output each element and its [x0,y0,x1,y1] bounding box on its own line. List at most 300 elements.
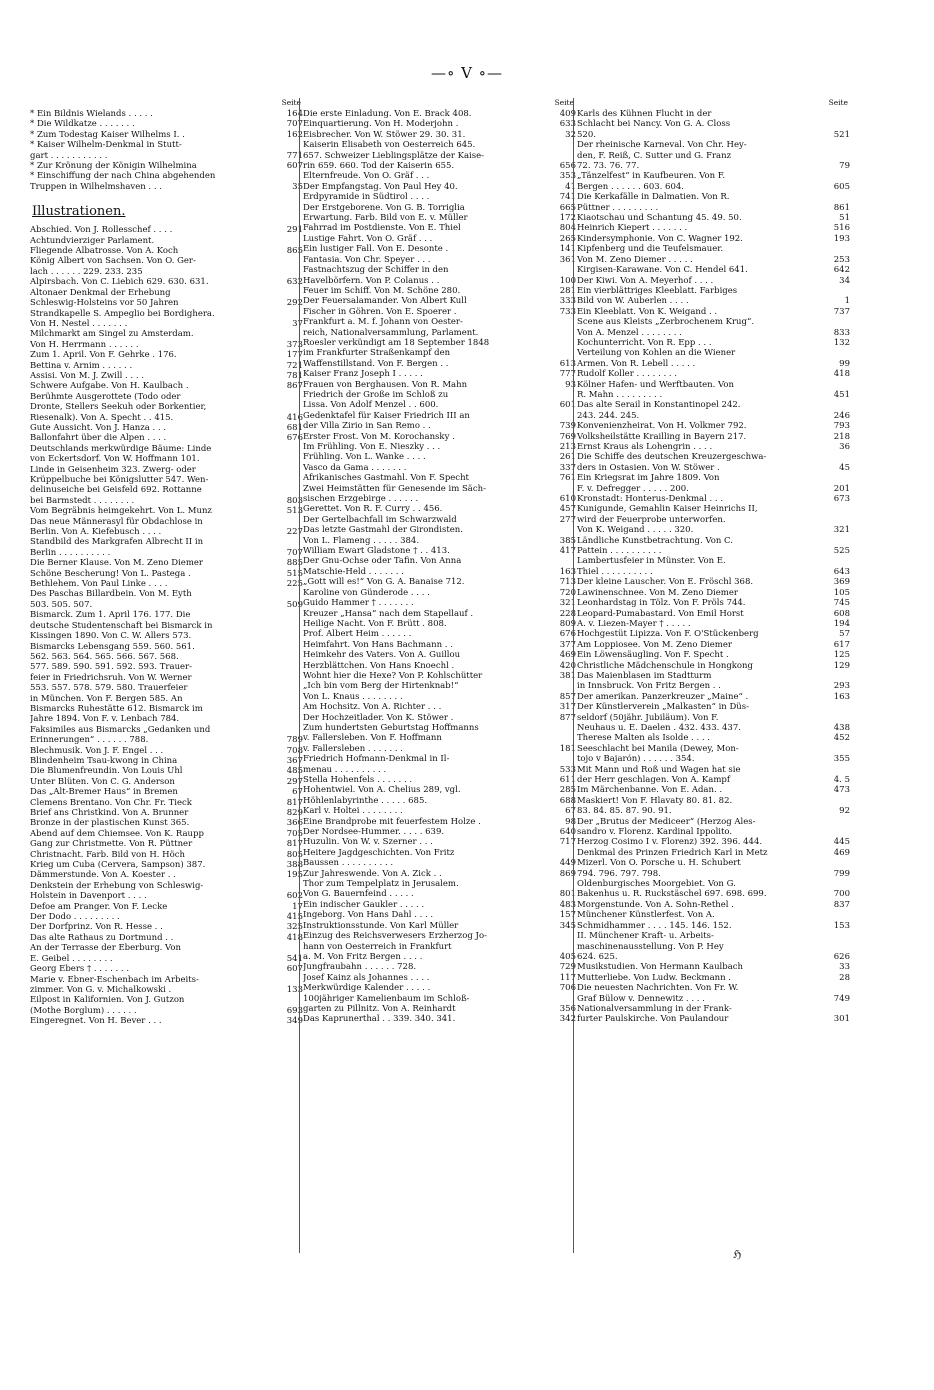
entry-title: Einquartierung. Von H. Moderjohn . [303,119,459,130]
index-entry [577,619,850,629]
entry-page: 164 [286,109,303,119]
index-entry [577,504,850,514]
entry-page: 693 [286,1005,303,1016]
index-entry [30,140,303,150]
entry-title: Die Kerkafälle in Dalmatien. Von R. [577,192,730,203]
entry-page: 877 [559,712,576,723]
entry-page: 325 [286,922,303,933]
entry-page: 45 [839,462,850,473]
index-entry [303,494,576,504]
entry-page: 739 [559,421,576,432]
entry-title: (Mothe Borglum) . . . . . . [30,1005,137,1016]
entry-title: 624. 625. [577,951,618,962]
entry-title: Der rheinische Karneval. Von Chr. Hey- [577,140,747,151]
entry-page: 37 [292,318,303,329]
index-entry [30,309,303,319]
index-entry [303,421,576,431]
entry-title: lach . . . . . . 229. 233. 235 [30,266,143,277]
entry-title: William Ewart Gladstone † . . 413. [303,546,450,557]
index-entry [30,506,303,516]
entry-title: Musikstudien. Von Hermann Kaulbach [577,962,744,973]
entry-page: 793 [833,421,850,432]
index-entry [30,517,303,527]
entry-title: Maskiert! Von F. Hlavaty 80. 81. 82. [577,795,733,806]
entry-page: 17 [292,901,303,912]
index-entry [577,317,850,327]
entry-page: 707 [286,547,303,558]
index-entry [30,319,303,329]
entry-title: Erwartung. Farb. Bild von E. v. Müller [303,213,468,224]
entry-title: Erinnerungen“ . . . . . . 788. [30,735,149,746]
entry-page: 509 [286,599,303,610]
entry-title: in München. Von F. Bergen 585. An [30,693,183,704]
entry-title: Die Berner Klause. Von M. Zeno Diemer [30,558,203,569]
entry-title: Von L. Flameng . . . . . 384. [303,535,420,546]
entry-page: 213 [559,442,576,452]
entry-title: zimmer. Von G. v. Michalkowski . [30,984,172,995]
entry-title: Heinrich Kiepert . . . . . . . [577,223,688,234]
entry-page: 409 [559,109,576,119]
index-entry [577,307,850,317]
entry-page: 385 [559,535,576,546]
entry-title: delinuseiche bei Geisfeld 692. Rottanne [30,485,202,496]
index-entry [303,661,576,671]
entry-title: Graf Bülow v. Dennewitz . . . . [577,993,705,1004]
index-entry [30,361,303,371]
index-entry [303,744,576,754]
entry-title: Des Paschas Billardbein. Von M. Eyth [30,589,192,600]
entry-title: Gerettet. Von R. F. Curry . . 456. [303,504,443,515]
index-entry [30,579,303,589]
entry-page: 418 [286,932,303,943]
entry-title: Volksheilstätte Krailling in Bayern 217. [577,431,747,442]
entry-page: 57 [839,629,850,640]
entry-title: Am Loppiosee. Von M. Zeno Diemer [577,639,732,650]
index-entry [303,900,576,910]
entry-title: II. Münchener Kraft- u. Arbeits- [577,931,714,942]
entry-page: 803 [286,495,303,506]
index-entry [303,348,576,358]
index-entry [303,879,576,889]
index-entry [303,515,576,525]
entry-title: maschinenausstellung. Von P. Hey [577,941,724,952]
index-entry [303,681,576,691]
entry-page: 717 [559,837,576,848]
entry-title: Das Kaprunerthal . . 339. 340. 341. [303,1014,456,1025]
entry-page: 353 [559,171,576,182]
entry-title: Schwere Aufgabe. Von H. Kaulbach . [30,381,189,392]
entry-title: Der Künstlerverein „Malkasten“ in Düs- [577,702,749,713]
index-entry [30,943,303,953]
entry-title: Fantasia. Von Chr. Speyer . . . [303,254,431,265]
entry-title: Berlin. Von A. Kiefebusch . . . . [30,527,162,538]
index-entry [30,766,303,776]
entry-title: Der Gnu-Ochse oder Tafin. Von Anna [303,556,462,567]
entry-page: 438 [833,722,850,733]
entry-page: 665 [559,202,576,213]
index-entry [30,589,303,599]
entry-page: 610 [559,494,576,505]
entry-page: 297 [286,776,303,787]
entry-title: Kölner Hafen- und Werftbauten. Von [577,379,734,390]
entry-title: Berühmte Ausgerottete (Todo oder [30,391,181,402]
index-entry [577,265,850,275]
entry-title: Frankfurt a. M. f. Johann von Oester- [303,317,463,328]
index-entry [577,161,850,171]
index-entry [577,484,850,494]
entry-page: 445 [833,837,850,848]
entry-title: Schleswig-Holsteins vor 50 Jahren [30,298,179,309]
index-entry [30,756,303,766]
entry-title: Im Frühling. Von E. Nieszky . . . [303,442,441,452]
entry-title: * Zur Krönung der Königin Wilhelmina [30,161,197,172]
index-entry [303,411,576,421]
entry-page: 771 [286,150,303,161]
seite-label: Seite [828,98,848,107]
index-entry [303,931,576,941]
index-entry [303,130,576,140]
entry-title: Krüppelbuche bei Königslutter 547. Wen- [30,475,209,485]
entry-title: Neuhaus u. E. Daelen . 432. 433. 437. [577,722,741,733]
entry-page: 417 [559,546,576,557]
entry-title: Altonaer Denkmal der Erhebung [30,287,171,298]
index-entry [30,161,303,171]
index-entry [577,296,850,306]
entry-page: 227 [286,527,303,538]
entry-title: Die neuesten Nachrichten. Von Fr. W. [577,983,739,994]
entry-title: Josef Kainz als Johannes . . . . [303,972,430,983]
index-entry [30,652,303,662]
entry-page: 34 [839,275,850,286]
entry-page: 733 [559,306,576,317]
entry-title: Mit Mann und Roß und Wagen hat sie [577,764,741,775]
index-entry [303,869,576,879]
index-entry [303,994,576,1004]
entry-title: 657. Schweizer Lieblingsplätze der Kaise- [303,150,485,161]
index-entry [577,411,850,421]
entry-title: garten zu Pillnitz. Von A. Reinhardt [303,1003,456,1014]
index-entry [577,598,850,608]
entry-page: 317 [559,702,576,713]
entry-page: 367 [286,755,303,766]
entry-title: Guido Hammer † . . . . . . . [303,598,414,609]
index-entry [577,942,850,952]
index-entry [577,203,850,213]
entry-title: Der Feuersalamander. Von Albert Kull [303,296,467,307]
index-entry [577,681,850,691]
entry-title: Instruktionsstunde. Von Karl Müller [303,920,459,931]
index-entry [577,900,850,910]
entry-title: Der amerikan. Panzerkreuzer „Maine“ . [577,691,749,702]
index-entry [303,244,576,254]
index-entry [577,525,850,535]
entry-title: Stella Hohenfels . . . . . . . [303,775,413,785]
index-entry [577,723,850,733]
entry-title: Blindenheim Tsau-kwong in China [30,755,178,766]
index-entry [303,713,576,723]
index-entry [30,465,303,475]
entry-title: wird der Feuerprobe unterworfen. [577,514,726,525]
index-entry [30,735,303,745]
entry-title: Heimfahrt. Von Hans Bachmann . . [303,639,453,650]
index-entry [30,277,303,287]
entry-title: 794. 796. 797. 798. [577,868,661,879]
index-entry [577,556,850,566]
entry-title: Das letzte Gastmahl der Girondisten. [303,525,463,536]
index-entry [577,494,850,504]
index-entry [303,473,576,483]
entry-title: bei Barmstedt . . . . . . . . [30,495,135,506]
entry-title: Der kleine Lauscher. Von E. Fröschl 368. [577,577,754,588]
index-entry [303,536,576,546]
entry-title: An der Terrasse der Eberburg. Von [30,943,181,954]
entry-title: 520. [577,129,596,140]
entry-title: Einzug des Reichsverwesers Erzherzog Jo- [303,931,487,942]
entry-title: Das Maienblasen im Stadtturm [577,670,712,681]
entry-title: Püttner . . . . . . . . . [577,202,659,213]
entry-title: Herzblättchen. Von Hans Knoechl . [303,660,455,671]
entry-page: 163 [833,691,850,702]
index-entry [577,359,850,369]
entry-title: Verteilung von Kohlen an die Wiener [577,348,736,359]
entry-title: Das „Alt-Bremer Haus“ in Bremen [30,787,178,798]
entry-title: F. v. Defregger . . . . . 200. [577,483,689,494]
index-entry [30,808,303,818]
entry-page: 369 [833,577,850,588]
index-entry [303,109,576,119]
index-entry [577,640,850,650]
entry-title: menau . . . . . . . . . . [303,764,387,775]
entry-page: 163 [559,566,576,577]
index-entry [577,827,850,837]
index-entry [30,151,303,161]
index-entry [303,640,576,650]
entry-page: 720 [559,587,576,598]
entry-page: 708 [286,745,303,756]
entry-page: 100 [559,275,576,286]
index-entry [30,340,303,350]
entry-title: Vom Begräbnis heimgekehrt. Von L. Munz [30,506,212,517]
entry-title: Thor zum Tempelplatz in Jerusalem. [303,879,459,890]
entry-title: Herzog Cosimo I v. Florenz) 392. 396. 444. [577,837,763,848]
entry-page: 381 [559,670,576,681]
entry-page: 129 [833,660,850,671]
entry-title: * Ein Bildnis Wielands . . . . . [30,109,153,119]
entry-title: Blechmusik. Von J. F. Engel . . . [30,745,164,756]
entry-title: Gang zur Christmette. Von R. Püttner [30,839,193,850]
entry-page: 291 [286,225,303,236]
index-entry [577,858,850,868]
index-entry [303,858,576,868]
entry-title: Fastnachtszug der Schiffer in den [303,265,449,276]
signature-mark: ℌ [733,1248,742,1261]
entry-page: 513 [286,506,303,517]
entry-page: 301 [833,1014,850,1025]
entry-title: deutsche Studentenschaft bei Bismarck in [30,620,213,631]
entry-title: Zur Jahreswende. Von A. Zick . . [303,868,442,879]
entry-title: Heitere Jagdgeschichten. Von Fritz [303,847,455,858]
index-entry [577,671,850,681]
entry-page: 452 [833,733,850,744]
entry-title: Der Gertelbachfall im Schwarzwald [303,514,457,525]
entry-page: 451 [833,389,850,400]
entry-title: Strandkapelle S. Ampeglio bei Bordighera. [30,308,215,319]
entry-title: Das alte Rathaus zu Dortmund . . [30,932,174,943]
entry-page: 469 [559,650,576,661]
index-entry [30,995,303,1005]
entry-title: Die Blumenfreundin. Von Louis Uhl [30,766,183,777]
column-divider [299,98,300,1253]
index-entry [577,151,850,161]
entry-page: 805 [286,849,303,860]
entry-page: 799 [833,868,850,879]
index-entry [303,369,576,379]
entry-page: 201 [833,483,850,494]
entry-page: 705 [286,828,303,839]
entry-title: Im Märchenbanne. Von E. Adan. . [577,785,723,796]
index-entry [577,817,850,827]
entry-title: Der Dorfprinz. Von R. Hesse . . [30,922,163,933]
entry-title: Denkmal des Prinzen Friedrich Karl in Metz [577,847,768,858]
index-entry [577,380,850,390]
index-entry [577,994,850,1004]
index-entry [30,798,303,808]
index-entry [30,746,303,756]
entry-page: 869 [559,868,576,879]
entry-page: 837 [833,899,850,910]
index-entry [30,1006,303,1016]
entry-title: Rudolf Koller . . . . . . . . [577,369,677,380]
entry-title: feier in Friedrichsruh. Von W. Werner [30,672,192,683]
entry-title: * Einschiffung der nach China abgehenden [30,171,216,182]
index-entry [303,619,576,629]
entry-page: 713 [559,577,576,588]
entry-page: 265 [559,233,576,244]
entry-page: 228 [559,608,576,619]
entry-page: 98 [565,816,576,827]
entry-page: 608 [833,608,850,619]
index-entry [303,837,576,847]
index-entry [577,119,850,129]
index-entry [303,765,576,775]
entry-title: Frühling. Von L. Wanke . . . . [303,452,426,463]
entry-title: Ernst Kraus als Lohengrin . . . . [577,442,713,452]
index-entry [303,629,576,639]
index-entry [303,827,576,837]
index-entry [577,744,850,754]
index-entry [577,536,850,546]
index-entry [30,922,303,932]
entry-title: Christnacht. Farb. Bild von H. Höch [30,849,185,860]
entry-list [577,109,850,1025]
entry-title: Schmidhammer . . . . 145. 146. 152. [577,920,732,931]
index-entry [30,496,303,506]
index-entry [30,714,303,724]
entry-page: 656 [559,161,576,172]
entry-title: Eilpost in Kalifornien. Von J. Gutzon [30,995,185,1006]
entry-page: 473 [833,785,850,796]
index-entry [303,889,576,899]
index-entry [303,754,576,764]
entry-page: 405 [559,951,576,962]
index-entry [303,255,576,265]
entry-title: Leonhardstag in Tölz. Von F. Pröls 744. [577,598,746,609]
entry-title: Friedrich Hofmann-Denkmal in Il- [303,754,450,765]
entry-page: 885 [286,558,303,569]
entry-title: Krieg um Cuba (Cervera, Sampson) 387. [30,860,206,871]
entry-page: 32 [565,129,576,140]
entry-page: 218 [833,431,850,442]
entry-title: Schöne Bescherung! Von L. Pastega . [30,568,191,579]
entry-title: Der Kiwi. Von A. Meyerhof . . . . [577,275,714,286]
index-entry [303,1014,576,1024]
index-entry [577,931,850,941]
index-entry [577,348,850,358]
index-entry [30,392,303,402]
entry-title: R. Mahn . . . . . . . . . [577,389,663,400]
entry-page: 349 [286,1016,303,1027]
entry-title: Baussen . . . . . . . . . . [303,858,394,869]
index-entry [577,577,850,587]
entry-title: Abend auf dem Chiemsee. Von K. Raupp [30,828,204,839]
entry-title: Berlin . . . . . . . . . . [30,547,111,558]
entry-page: 804 [559,223,576,234]
entry-title: Eine Brandprobe mit feuerfestem Holze . [303,816,481,827]
index-entry [30,256,303,266]
entry-title: in Innsbruck. Von Fritz Bergen . . [577,681,721,692]
entry-title: im Frankfurter Straßenkampf den [303,348,451,359]
index-entry [577,910,850,920]
index-entry [30,600,303,610]
entry-page: 789 [286,735,303,746]
entry-page: 676 [286,433,303,444]
entry-title: Heimkehr des Vaters. Von A. Guillou [303,650,461,661]
entry-page: 373 [286,339,303,350]
index-entry [577,328,850,338]
index-entry [577,171,850,181]
index-entry [303,598,576,608]
entry-title: Ein indischer Gaukler . . . . . [303,899,425,910]
index-entry [577,629,850,639]
entry-page: 133 [286,984,303,995]
index-entry [303,234,576,244]
index-entry [30,777,303,787]
index-entry [30,954,303,964]
entry-page: 515 [286,568,303,579]
entry-title: Der Erstgeborene. Von G. B. Torriglia [303,202,465,213]
index-entry [303,213,576,223]
index-entry [577,609,850,619]
entry-title: Höhlenlabyrinthe . . . . . 685. [303,795,428,806]
entry-page: 416 [286,412,303,423]
entry-title: Nationalversammlung in der Frank- [577,1003,732,1014]
entry-title: Am Hochsitz. Von A. Richter . . . [303,702,442,713]
index-entry [30,402,303,412]
index-entry [303,484,576,494]
entry-title: Dronte, Stellers Seekuh oder Borkentier, [30,402,207,413]
entry-page: 153 [833,920,850,931]
entry-title: Unter Blüten. Von C. G. Anderson [30,776,175,787]
entry-page: 676 [559,629,576,640]
entry-title: von Eckertsdorf. Von W. Hoffmann 101. [30,454,200,465]
entry-title: Scene aus Kleists „Zerbrochenem Krug“. [577,317,755,328]
index-entry [303,723,576,733]
index-entry [303,577,576,587]
entry-page: 285 [559,785,576,796]
entry-page: 643 [833,566,850,577]
entry-title: Bismarck. Zum 1. April 176. 177. Die [30,610,191,621]
entry-title: Kronstadt: Honterus-Denkmal . . . [577,494,724,505]
